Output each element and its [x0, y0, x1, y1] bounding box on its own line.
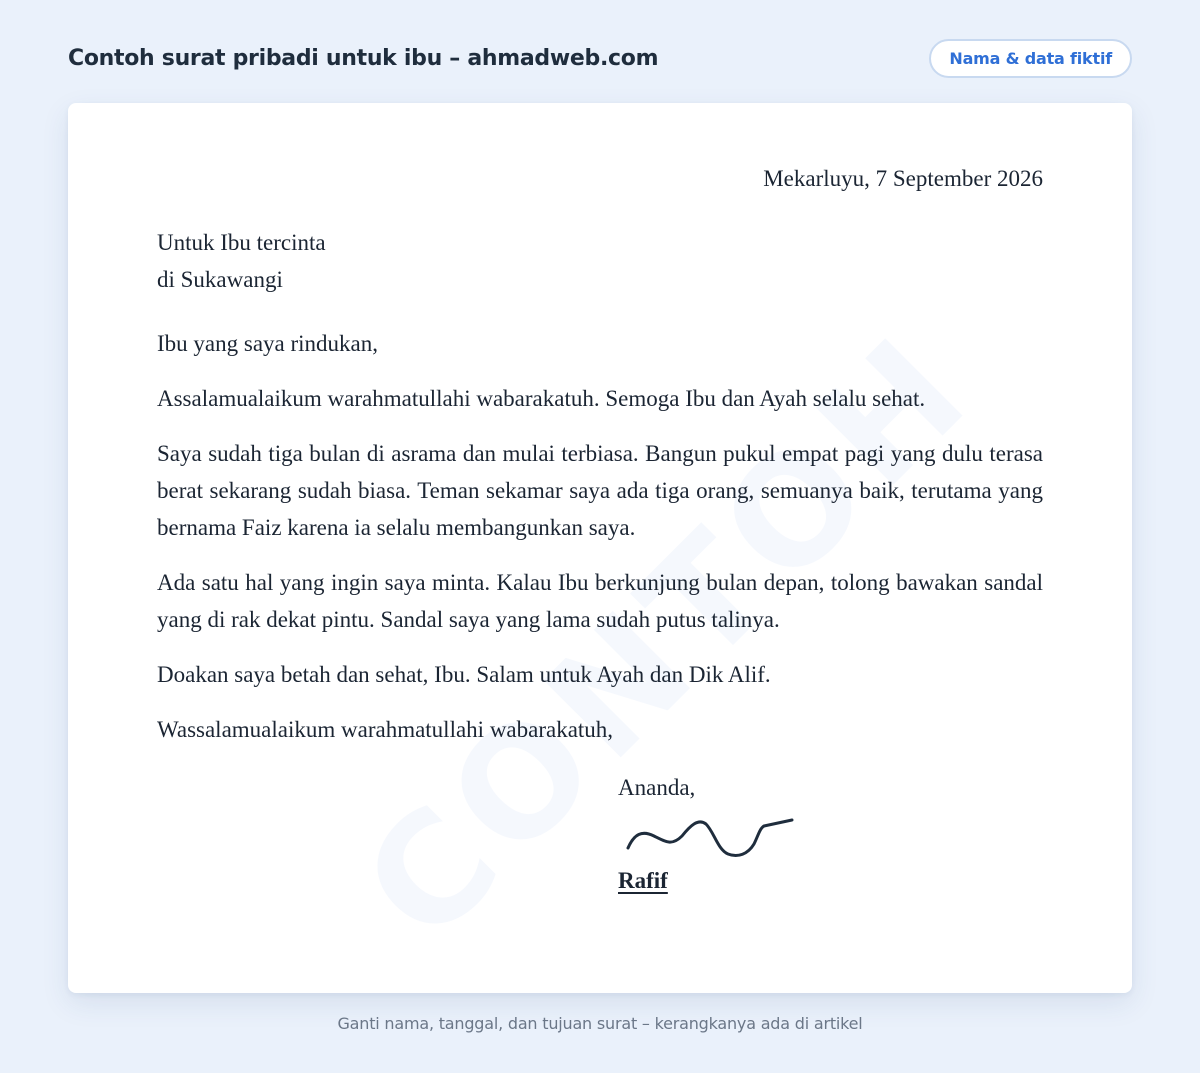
letter-body	[157, 160, 1043, 899]
fictional-data-badge: Nama & data fiktif	[929, 39, 1132, 78]
page-title: Contoh surat pribadi untuk ibu – ahmadweb.com	[68, 45, 659, 71]
footer-note: Ganti nama, tanggal, dan tujuan surat – kerangkanya ada di artikel	[337, 1014, 863, 1033]
sign-off: Ananda,	[618, 775, 696, 800]
closing-salutation: Wassalamualaikum warahmatullahi wabarakatuh,	[157, 717, 614, 742]
paragraph-opening: Assalamualaikum warahmatullahi wabarakatuh. Semoga Ibu dan Ayah selalu sehat.	[157, 386, 926, 411]
greeting: Ibu yang saya rindukan,	[157, 331, 378, 356]
signature-block	[618, 769, 1043, 899]
letter-date: Mekarluyu, 7 September 2026	[763, 166, 1043, 191]
paragraph-news: Saya sudah tiga bulan di asrama dan mulai terbiasa. Bangun pukul empat pagi yang dulu terasa berat sekarang sudah biasa. Teman sekamar saya ada tiga orang, semuanya baik, terutama yang bernama Faiz karena ia selalu membangunkan saya.	[157, 441, 1043, 540]
paragraph-request: Ada satu hal yang ingin saya minta. Kalau Ibu berkunjung bulan depan, tolong bawakan sandal yang di rak dekat pintu. Sandal saya yang lama sudah putus talinya.	[157, 570, 1043, 632]
page-header	[68, 38, 1132, 78]
recipient-line: Untuk Ibu tercinta	[157, 230, 326, 255]
paragraph-wishes: Doakan saya betah dan sehat, Ibu. Salam untuk Ayah dan Dik Alif.	[157, 662, 771, 687]
handwritten-signature	[624, 810, 794, 860]
recipient-location: di Sukawangi	[157, 267, 283, 292]
recipient-block	[157, 224, 1043, 298]
sender-name: Rafif	[618, 868, 668, 893]
